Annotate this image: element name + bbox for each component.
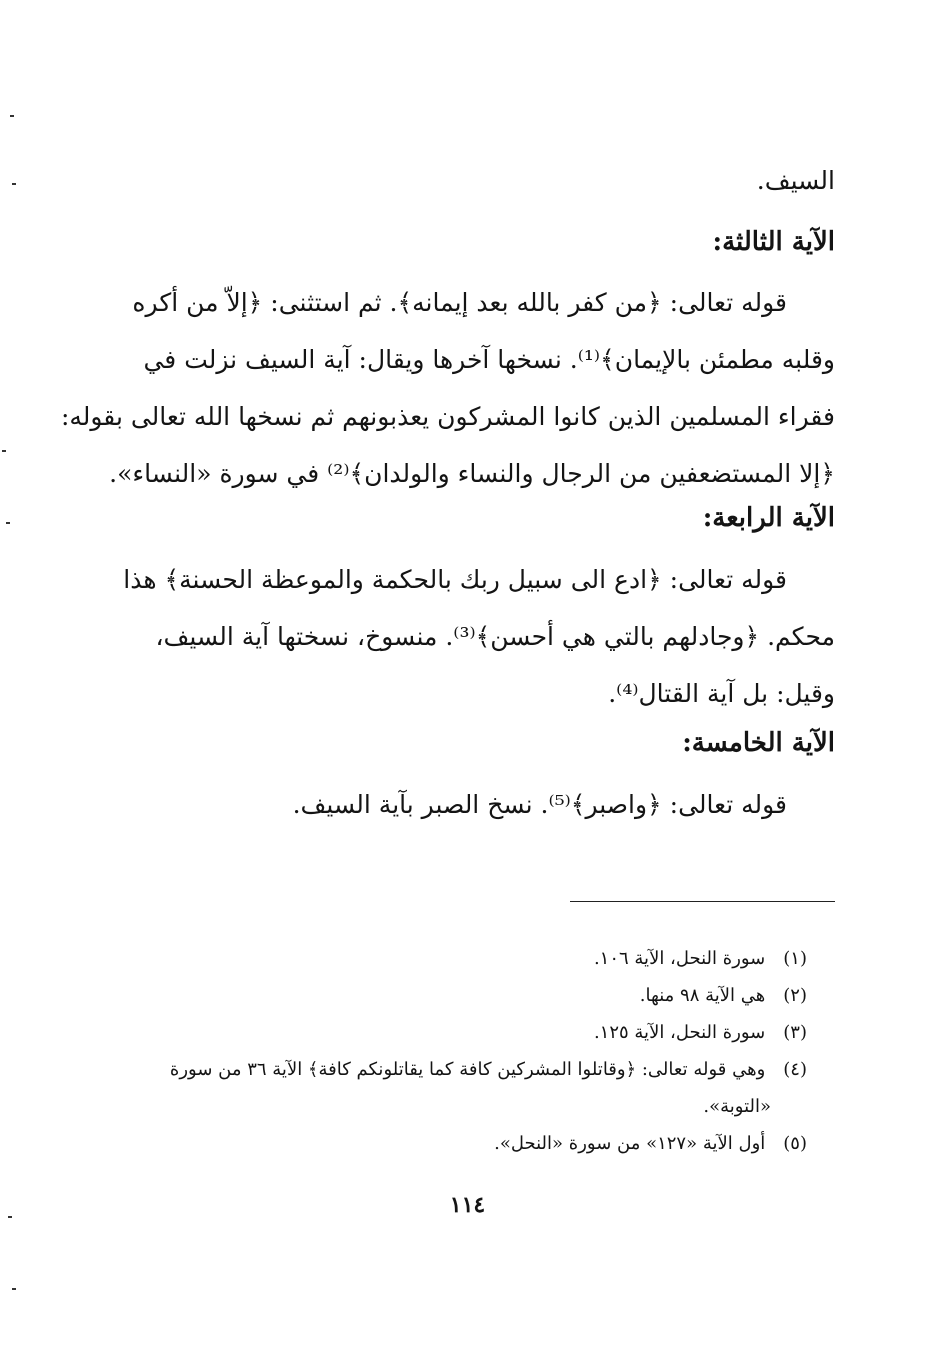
body-line: وقلبه مطمئن بالإيمان﴾⁽¹⁾. نسخها آخرها ويقال: آية السيف نزلت في [143,345,835,374]
body-line: فقراء المسلمين الذين كانوا المشركون يعذبونهم ثم نسخها الله تعالى بقوله: [60,402,835,431]
scan-speck [10,115,14,117]
opening-paragraph [85,152,835,209]
section-heading-fourth-verse: الآية الرابعة: [702,503,835,533]
footnote-text: هي الآية ٩٨ منها. [639,985,766,1006]
page-number: ١١٤ [449,1192,486,1218]
footnote-text: أول الآية «١٢٧» من سورة «النحل». [494,1133,766,1154]
section-heading-third-verse: الآية الثالثة: [712,227,835,257]
footnote-item [107,1014,807,1051]
footnote-number: (٣) [783,1022,807,1043]
footnotes [107,940,807,1162]
footnote-number: (٥) [783,1133,807,1154]
section-body-third-verse [60,274,835,502]
body-line: قوله تعالى: ﴿ادع الى سبيل ربك بالحكمة والموعظة الحسنة﴾ هذا [123,565,787,594]
section-body-fourth-verse [85,551,835,722]
footnote-divider [570,901,835,902]
scan-speck [2,450,6,452]
body-line: وقيل: بل آية القتال⁽⁴⁾. [608,679,835,708]
opening-line: السيف. [756,166,835,195]
footnote-item [107,1051,807,1088]
footnote-text: سورة النحل، الآية ١٢٥. [593,1022,766,1043]
footnote-item [107,1125,807,1162]
body-line: قوله تعالى: ﴿واصبر﴾⁽⁵⁾. نسخ الصبر بآية السيف. [292,790,787,819]
footnote-number: (٤) [783,1059,807,1080]
body-line: محكم. ﴿وجادلهم بالتي هي أحسن﴾⁽³⁾. منسوخ، نسختها آية السيف، [155,622,835,651]
footnote-text: سورة النحل، الآية ١٠٦. [593,948,766,969]
footnote-continuation: «التوبة». [703,1096,771,1117]
footnote-text: وهي قوله تعالى: ﴿وقاتلوا المشركين كافة كما يقاتلونكم كافة﴾ الآية ٣٦ من سورة [169,1059,766,1080]
body-line: ﴿إلا المستضعفين من الرجال والنساء والولدان﴾⁽²⁾ في سورة «النساء». [109,459,835,488]
footnote-item [107,977,807,1014]
scan-speck [6,522,10,524]
section-heading-fifth-verse: الآية الخامسة: [682,728,835,758]
section-body-fifth-verse [85,776,835,833]
footnote-number: (٢) [783,985,807,1006]
body-line: قوله تعالى: ﴿من كفر بالله بعد إيمانه﴾. ثم استثنى: ﴿إلاّ من أكره [132,288,787,317]
scan-speck [12,1288,16,1290]
scan-speck [12,183,16,185]
footnote-item [107,940,807,977]
footnote-number: (١) [783,948,807,969]
